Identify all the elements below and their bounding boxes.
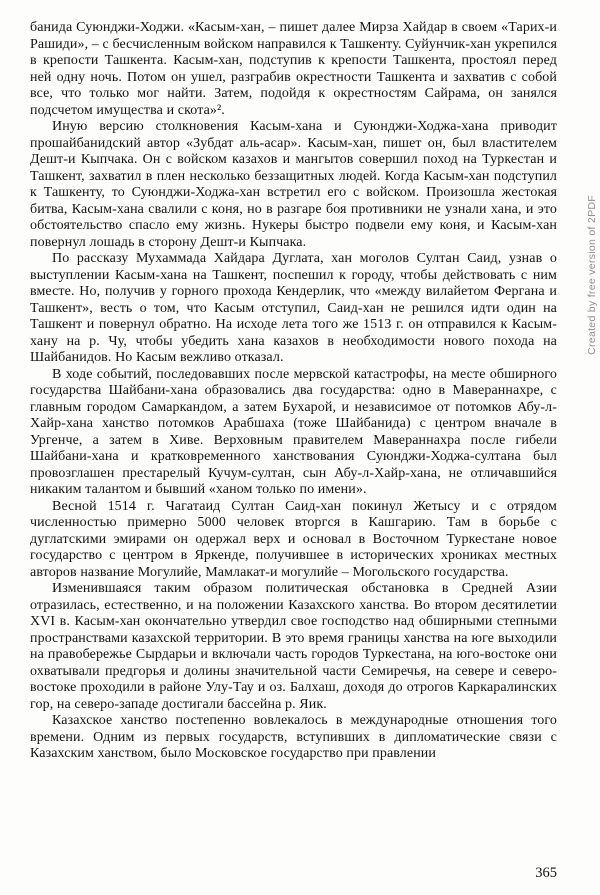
pdf-watermark: Created by free version of 2PDF xyxy=(586,195,598,355)
paragraph: Весной 1514 г. Чагатаид Султан Саид-хан покинул Жетысу и с отрядом численностью примерно 5000 человек вторгся в Кашгарию. Там в борьбе с дуглатскими эмирами он одержал верх и основал в Восточном Туркестане новое государство с центром в Яркенде, получившее в исторических хрониках местных авторов название Могулийе, Мамлакат-и могулийе – Могольского государства. xyxy=(30,498,557,580)
paragraph: По рассказу Мухаммада Хайдара Дуглата, хан моголов Султан Саид, узнав о выступлении Касым-хана на Ташкент, поспешил к городу, чтобы действовать с ним вместе. Но, получив у горного прохода Кендерлик, что «между вилайетом Фергана и Ташкент», весть о том, что Касым отступил, Саид-хан не решился идти один на Ташкент и повернул обратно. На исходе лета того же 1513 г. он отправился к Касым-хану на р. Чу, чтобы убедить хана казахов в необходимости нового похода на Шайбанидов. Но Касым вежливо отказал. xyxy=(30,251,557,365)
paragraph: банида Суюнджи-Ходжи. «Касым-хан, – пишет далее Мирза Хайдар в своем «Тарих-и Рашиди», – с бесчисленным войском направился к Ташкенту. Суйунчик-хан укрепился в крепости Ташкента. Касым-хан, подступив к крепости Ташкента, простоял перед ней одну ночь. Потом он ушел, разграбив окрестности Ташкента и захватив с собой все, что только мог найти. Затем, подойдя к окрестностям Сайрама, он занялся подсчетом имущества и скота»². xyxy=(30,20,557,118)
paragraph: Изменившаяся таким образом политическая обстановка в Средней Азии отразилась, естественно, и на положении Казахского ханства. Во втором десятилетии XVI в. Касым-хан окончательно утвердил свое господство над обширными степными пространствами казахской территории. В это время границы ханства на юге выходили на правобережье Сырдарьи и включали часть городов Туркестана, на юго-востоке они охватывали предгорья и долины значительной части Семиречья, на севере и северо-востоке проходили в районе Улу-Тау и оз. Балхаш, доходя до отрогов Каркаралинских гор, на северо-западе достигали бассейна р. Яик. xyxy=(30,581,557,712)
paragraph: Казахское ханство постепенно вовлекалось в международные отношения того времени. Одним из первых государств, вступивших в дипломатические связи с Казахским ханством, было Московское государство при правлении xyxy=(30,713,557,761)
paragraph: В ходе событий, последовавших после мервской катастрофы, на месте обширного государства Шайбани-хана образовались два государства: одно в Мавераннахре, с главным городом Самаркандом, а затем Бухарой, и независимое от потомков Абу-л-Хайр-хана ханство потомков Арабшаха (тоже Шайбанида) с центром вначале в Ургенче, а затем в Хиве. Верховным правителем Мавераннахра после гибели Шайбани-хана и кратковременного ханствования Суюнджи-Ходжа-султана был провозглашен престарелый Кучум-султан, сын Абу-л-Хайр-хана, не отличавшийся никаким талантом и бывший «ханом только по имени». xyxy=(30,366,557,497)
paragraph: Иную версию столкновения Касым-хана и Суюнджи-Ходжа-хана приводит прошайбанидский автор «Зубдат аль-асар». Касым-хан, пишет он, был властителем Дешт-и Кыпчака. Он с войском казахов и мангытов совершил поход на Туркестан и Ташкент, захватил в плен несколько беззащитных людей. Когда Касым-хан подступил к Ташкенту, то Суюнджи-Ходжа-хан встретил его с войском. Произошла жестокая битва, Касым-хана свалили с коня, но в разгаре боя противники не узнали хана, и это обстоятельство спасло ему жизнь. Нукеры быстро подвели ему коня, и Касым-хан повернул лошадь в сторону Дешт-и Кыпчака. xyxy=(30,119,557,250)
body-text xyxy=(30,20,557,763)
page-number: 365 xyxy=(535,865,557,881)
